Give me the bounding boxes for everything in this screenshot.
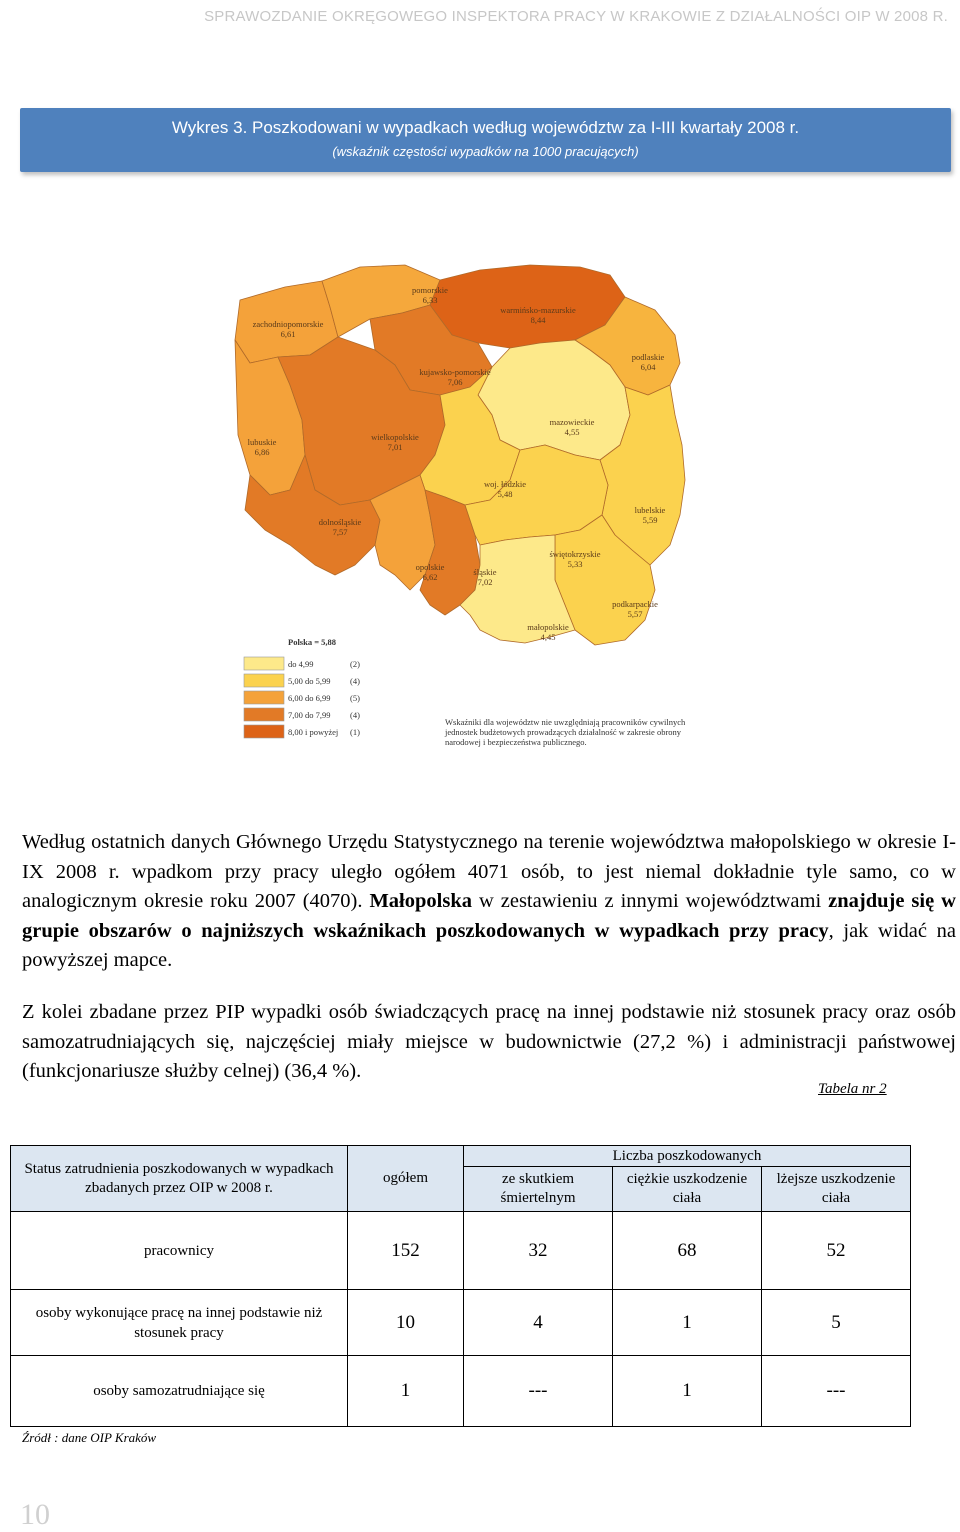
region-label: woj. łódzkie 5,48 xyxy=(483,479,527,499)
cell-light: --- xyxy=(762,1356,911,1427)
region-label: wielkopolskie 7,01 xyxy=(371,432,419,452)
region-label: lubelskie 5,59 xyxy=(634,505,666,525)
region-label: śląskie 7,02 xyxy=(473,567,497,587)
table-row xyxy=(11,1212,911,1290)
cell-total: 1 xyxy=(348,1356,464,1427)
legend-count: (5) xyxy=(350,693,360,703)
col-header-serious xyxy=(613,1167,762,1212)
cell-serious: 1 xyxy=(613,1356,762,1427)
status-header: Status zatrudnienia poszkodowanych w wypadkach zbadanych przez OIP w 2008 r. xyxy=(24,1160,334,1196)
legend-count: (2) xyxy=(350,659,360,669)
map-note-line: narodowej i bezpieczeństwa publicznego. xyxy=(445,737,587,747)
cell-total: 10 xyxy=(348,1290,464,1356)
table-row xyxy=(11,1290,911,1356)
row-label-text: osoby wykonujące pracę na innej podstawie niż stosunek pracy xyxy=(35,1304,323,1341)
table-row xyxy=(11,1356,911,1427)
paragraph-text: w zestawieniu z innymi województwami xyxy=(471,890,829,912)
legend-label: 5,00 do 5,99 xyxy=(288,676,331,686)
table-caption: Tabela nr 2 xyxy=(818,1081,887,1097)
region-label: podlaskie 6,04 xyxy=(631,352,665,372)
region-label: lubuskie 6,86 xyxy=(247,437,277,457)
legend-count: (4) xyxy=(350,710,360,720)
col-header-light xyxy=(762,1167,911,1212)
source-note: Źródł : dane OIP Kraków xyxy=(22,1430,157,1445)
cell-light: 5 xyxy=(762,1290,911,1356)
cell-serious: 68 xyxy=(613,1212,762,1290)
group-header: Liczba poszkodowanych xyxy=(464,1146,911,1167)
legend-swatch xyxy=(244,725,284,738)
paragraph-text: Według ostatnich danych Głównego Urzędu Statystycznego na terenie województwa małopolskiego w okresie I-IX 2008 r. wpadkom przy pracy uległo ogółem 4071 osób, to jest niemal dokładnie tyle samo, co w analogicznym okresie roku 2007 (4070). xyxy=(22,831,956,912)
region-label: małopolskie 4,45 xyxy=(527,622,569,642)
cell-light: 52 xyxy=(762,1212,911,1290)
paragraph-intro xyxy=(22,828,956,976)
poland-voivodeship-map xyxy=(230,245,730,760)
row-label: osoby samozatrudniające się xyxy=(11,1356,348,1427)
legend-swatch xyxy=(244,708,284,721)
figure-subtitle: (wskaźnik częstości wypadków na 1000 pracujących) xyxy=(332,144,639,159)
cell-fatal: --- xyxy=(464,1356,613,1427)
legend-label: do 4,99 xyxy=(288,659,314,669)
legend-swatch xyxy=(244,674,284,687)
region-label: dolnośląskie 7,57 xyxy=(318,517,362,537)
map-note-line: Wskaźniki dla województw nie uwzględniają pracowników cywilnych xyxy=(445,717,686,727)
region-label: pomorskie 6,33 xyxy=(412,285,448,305)
legend-swatch xyxy=(244,657,284,670)
cell-serious: 1 xyxy=(613,1290,762,1356)
region-label: mazowieckie 4,55 xyxy=(549,417,595,437)
region-label: warmińsko-mazurskie 8,44 xyxy=(500,305,576,325)
page-number: 10 xyxy=(20,1498,50,1531)
accident-victims-table xyxy=(10,1145,911,1427)
national-average: Polska = 5,88 xyxy=(288,637,337,647)
region-label: świętokrzyskie 5,33 xyxy=(549,549,601,569)
status-header-cell xyxy=(11,1146,348,1212)
legend-count: (1) xyxy=(350,727,360,737)
legend-swatch xyxy=(244,691,284,704)
row-label: pracownicy xyxy=(11,1212,348,1290)
col-header-total: ogółem xyxy=(348,1146,464,1212)
cell-total: 152 xyxy=(348,1212,464,1290)
region-label: podkarpackie 5,57 xyxy=(612,599,658,619)
col-header-fatal xyxy=(464,1167,613,1212)
figure-title-banner xyxy=(20,108,951,172)
legend-label: 6,00 do 6,99 xyxy=(288,693,331,703)
paragraph-bold: znajduje się w grupie obszarów o najniższych wskaźnikach poszkodowanych w wypadkach przy pracy xyxy=(22,890,956,942)
region-label: zachodniopomorskie 6,61 xyxy=(252,319,324,339)
legend-label: 7,00 do 7,99 xyxy=(288,710,331,720)
paragraph-text: , jak widać na powyższej mapce. xyxy=(22,919,956,971)
map-note-line: jednostek budżetowych prowadzących działalność w zakresie obrony xyxy=(445,727,682,737)
paragraph-bold: Małopolska xyxy=(369,890,472,912)
legend-label: 8,00 i powyżej xyxy=(288,727,339,737)
region-label: kujawsko-pomorskie 7,06 xyxy=(419,367,491,387)
cell-fatal: 4 xyxy=(464,1290,613,1356)
col-header-text: ze skutkiem śmiertelnym xyxy=(500,1171,576,1206)
legend-count: (4) xyxy=(350,676,360,686)
region-label: opolskie 6,62 xyxy=(415,562,445,582)
col-header-text: ciężkie uszkodzenie ciała xyxy=(626,1171,748,1206)
row-label xyxy=(11,1290,348,1356)
cell-fatal: 32 xyxy=(464,1212,613,1290)
running-header: SPRAWOZDANIE OKRĘGOWEGO INSPEKTORA PRACY W KRAKOWIE Z DZIAŁALNOŚCI OIP W 2008 R. xyxy=(204,8,948,25)
col-header-text: lżejsze uszkodzenie ciała xyxy=(776,1171,896,1206)
figure-title: Wykres 3. Poszkodowani w wypadkach według województw za I-III kwartały 2008 r. xyxy=(171,118,800,137)
paragraph-second: Z kolei zbadane przez PIP wypadki osób świadczących pracę na innej podstawie niż stosunek pracy oraz osób samozatrudniających się, najczęściej miały miejsce w budownictwie (27,2 %) i administracji państwowej (funkcjonariusze służby celnej) (36,4 %). xyxy=(22,1001,956,1082)
